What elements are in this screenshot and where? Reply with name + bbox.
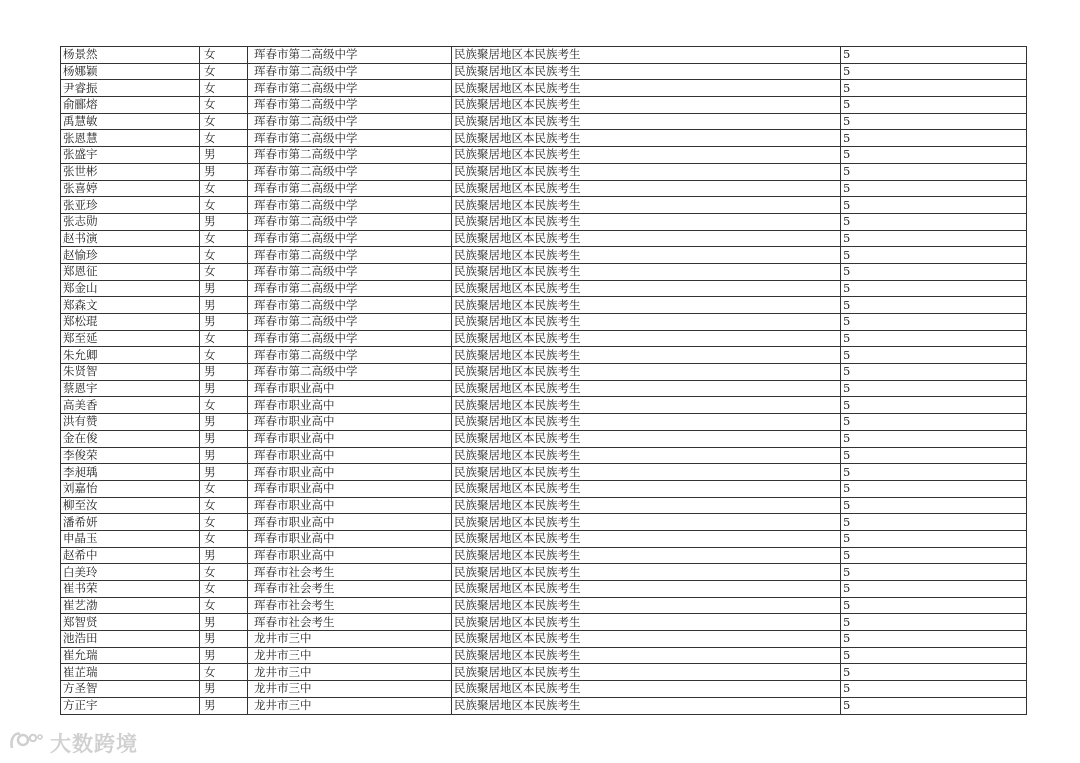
cell-score: 5 (841, 364, 1027, 381)
cell-score: 5 (841, 97, 1027, 114)
cell-score: 5 (841, 497, 1027, 514)
cell-school: 珲春市社会考生 (248, 564, 452, 581)
table-row (61, 530, 1027, 547)
cell-name: 白美玲 (61, 564, 200, 581)
cell-gender: 女 (200, 63, 248, 80)
cell-gender: 女 (200, 597, 248, 614)
cell-gender: 男 (200, 681, 248, 698)
cell-category: 民族聚居地区本民族考生 (452, 464, 841, 481)
cell-name: 赵书演 (61, 230, 200, 247)
table-row (61, 547, 1027, 564)
table-row (61, 697, 1027, 714)
table-row (61, 397, 1027, 414)
cell-gender: 女 (200, 47, 248, 64)
cell-category: 民族聚居地区本民族考生 (452, 247, 841, 264)
cell-name: 方圣智 (61, 681, 200, 698)
table-row (61, 514, 1027, 531)
cell-category: 民族聚居地区本民族考生 (452, 414, 841, 431)
cell-score: 5 (841, 697, 1027, 714)
cell-name: 申晶玉 (61, 530, 200, 547)
cell-school: 珲春市第二高级中学 (248, 364, 452, 381)
table-row (61, 347, 1027, 364)
cell-name: 朱贤智 (61, 364, 200, 381)
cell-score: 5 (841, 113, 1027, 130)
cell-score: 5 (841, 414, 1027, 431)
cell-score: 5 (841, 47, 1027, 64)
cell-category: 民族聚居地区本民族考生 (452, 364, 841, 381)
cell-category: 民族聚居地区本民族考生 (452, 581, 841, 598)
table-row (61, 464, 1027, 481)
table-row (61, 47, 1027, 64)
cell-score: 5 (841, 664, 1027, 681)
cell-name: 郑恩征 (61, 263, 200, 280)
cell-category: 民族聚居地区本民族考生 (452, 530, 841, 547)
cell-gender: 女 (200, 514, 248, 531)
cell-name: 张恩慧 (61, 130, 200, 147)
cell-category: 民族聚居地区本民族考生 (452, 297, 841, 314)
cell-category: 民族聚居地区本民族考生 (452, 197, 841, 214)
table-row (61, 380, 1027, 397)
cell-gender: 男 (200, 414, 248, 431)
cell-score: 5 (841, 614, 1027, 631)
table-body (61, 47, 1027, 715)
cell-name: 崔艺渤 (61, 597, 200, 614)
cell-category: 民族聚居地区本民族考生 (452, 480, 841, 497)
cell-gender: 男 (200, 163, 248, 180)
cell-name: 崔芷瑞 (61, 664, 200, 681)
table-row (61, 63, 1027, 80)
cell-gender: 女 (200, 180, 248, 197)
cell-gender: 男 (200, 314, 248, 331)
cell-score: 5 (841, 330, 1027, 347)
cell-gender: 男 (200, 447, 248, 464)
cell-school: 珲春市第二高级中学 (248, 330, 452, 347)
cell-name: 崔书荣 (61, 581, 200, 598)
cell-score: 5 (841, 631, 1027, 648)
cell-gender: 男 (200, 430, 248, 447)
cell-name: 李俊荣 (61, 447, 200, 464)
cell-gender: 女 (200, 97, 248, 114)
cell-score: 5 (841, 197, 1027, 214)
cell-score: 5 (841, 564, 1027, 581)
cell-category: 民族聚居地区本民族考生 (452, 380, 841, 397)
cell-gender: 男 (200, 614, 248, 631)
cell-gender: 男 (200, 280, 248, 297)
cell-category: 民族聚居地区本民族考生 (452, 447, 841, 464)
cell-name: 张志勋 (61, 213, 200, 230)
cell-score: 5 (841, 380, 1027, 397)
cell-school: 珲春市职业高中 (248, 380, 452, 397)
cell-score: 5 (841, 147, 1027, 164)
cell-score: 5 (841, 230, 1027, 247)
cell-category: 民族聚居地区本民族考生 (452, 47, 841, 64)
table-row (61, 647, 1027, 664)
cell-school: 珲春市第二高级中学 (248, 263, 452, 280)
cell-category: 民族聚居地区本民族考生 (452, 664, 841, 681)
cell-score: 5 (841, 297, 1027, 314)
cell-school: 珲春市职业高中 (248, 530, 452, 547)
cell-score: 5 (841, 547, 1027, 564)
cell-school: 珲春市职业高中 (248, 464, 452, 481)
table-row (61, 597, 1027, 614)
cell-score: 5 (841, 464, 1027, 481)
table-row (61, 664, 1027, 681)
cell-gender: 男 (200, 647, 248, 664)
cell-gender: 女 (200, 263, 248, 280)
watermark-text: 大数跨境 (50, 732, 138, 756)
cell-category: 民族聚居地区本民族考生 (452, 330, 841, 347)
cell-score: 5 (841, 263, 1027, 280)
table-row (61, 581, 1027, 598)
cell-score: 5 (841, 80, 1027, 97)
table-row (61, 113, 1027, 130)
cell-school: 珲春市第二高级中学 (248, 113, 452, 130)
table-row (61, 564, 1027, 581)
table-row (61, 147, 1027, 164)
cell-score: 5 (841, 247, 1027, 264)
cell-name: 高美香 (61, 397, 200, 414)
cell-name: 郑森文 (61, 297, 200, 314)
cell-school: 珲春市职业高中 (248, 430, 452, 447)
cell-name: 郑至延 (61, 330, 200, 347)
table-row (61, 297, 1027, 314)
table-row (61, 247, 1027, 264)
cell-name: 金在俊 (61, 430, 200, 447)
cell-name: 郑松琨 (61, 314, 200, 331)
cell-school: 珲春市第二高级中学 (248, 130, 452, 147)
cell-category: 民族聚居地区本民族考生 (452, 397, 841, 414)
cell-name: 张盛宇 (61, 147, 200, 164)
table-row (61, 97, 1027, 114)
table-row (61, 180, 1027, 197)
cell-school: 珲春市职业高中 (248, 447, 452, 464)
cell-gender: 女 (200, 80, 248, 97)
cell-name: 方正宇 (61, 697, 200, 714)
cell-name: 柳至汝 (61, 497, 200, 514)
cell-category: 民族聚居地区本民族考生 (452, 347, 841, 364)
cell-category: 民族聚居地区本民族考生 (452, 63, 841, 80)
cell-category: 民族聚居地区本民族考生 (452, 280, 841, 297)
cell-category: 民族聚居地区本民族考生 (452, 697, 841, 714)
cell-gender: 女 (200, 581, 248, 598)
cell-name: 郑智贤 (61, 614, 200, 631)
cell-score: 5 (841, 647, 1027, 664)
cell-gender: 男 (200, 380, 248, 397)
cell-score: 5 (841, 430, 1027, 447)
cell-name: 蔡恩宇 (61, 380, 200, 397)
cell-name: 郑金山 (61, 280, 200, 297)
table-row (61, 230, 1027, 247)
cell-name: 尹睿振 (61, 80, 200, 97)
cell-score: 5 (841, 314, 1027, 331)
cell-category: 民族聚居地区本民族考生 (452, 497, 841, 514)
cell-school: 珲春市第二高级中学 (248, 63, 452, 80)
cell-gender: 女 (200, 347, 248, 364)
cell-category: 民族聚居地区本民族考生 (452, 230, 841, 247)
cell-score: 5 (841, 163, 1027, 180)
cell-score: 5 (841, 180, 1027, 197)
cell-school: 珲春市第二高级中学 (248, 230, 452, 247)
cell-gender: 男 (200, 547, 248, 564)
cell-name: 李昶瑀 (61, 464, 200, 481)
cell-score: 5 (841, 213, 1027, 230)
table-row (61, 614, 1027, 631)
cell-gender: 女 (200, 197, 248, 214)
cell-school: 龙井市三中 (248, 647, 452, 664)
cell-category: 民族聚居地区本民族考生 (452, 631, 841, 648)
cell-category: 民族聚居地区本民族考生 (452, 314, 841, 331)
cell-name: 禹慧敏 (61, 113, 200, 130)
cell-school: 珲春市职业高中 (248, 480, 452, 497)
cell-category: 民族聚居地区本民族考生 (452, 97, 841, 114)
cell-school: 龙井市三中 (248, 664, 452, 681)
cell-name: 杨景然 (61, 47, 200, 64)
table-row (61, 631, 1027, 648)
cell-name: 俞郦熔 (61, 97, 200, 114)
table-row (61, 213, 1027, 230)
cell-school: 珲春市第二高级中学 (248, 97, 452, 114)
cell-category: 民族聚居地区本民族考生 (452, 180, 841, 197)
cell-school: 珲春市第二高级中学 (248, 247, 452, 264)
cell-score: 5 (841, 447, 1027, 464)
cell-score: 5 (841, 514, 1027, 531)
cell-school: 珲春市职业高中 (248, 497, 452, 514)
cell-category: 民族聚居地区本民族考生 (452, 647, 841, 664)
cell-gender: 女 (200, 480, 248, 497)
cell-school: 珲春市职业高中 (248, 414, 452, 431)
cell-school: 珲春市第二高级中学 (248, 197, 452, 214)
cell-gender: 男 (200, 697, 248, 714)
cell-category: 民族聚居地区本民族考生 (452, 130, 841, 147)
cell-gender: 女 (200, 230, 248, 247)
cell-school: 珲春市社会考生 (248, 614, 452, 631)
cell-gender: 女 (200, 497, 248, 514)
cell-category: 民族聚居地区本民族考生 (452, 681, 841, 698)
cell-name: 朱允卿 (61, 347, 200, 364)
cell-gender: 男 (200, 213, 248, 230)
cell-school: 珲春市第二高级中学 (248, 47, 452, 64)
cell-score: 5 (841, 347, 1027, 364)
watermark (8, 728, 138, 758)
table-row (61, 314, 1027, 331)
cell-school: 珲春市社会考生 (248, 597, 452, 614)
cell-name: 赵愉珍 (61, 247, 200, 264)
cell-gender: 男 (200, 364, 248, 381)
cell-school: 珲春市第二高级中学 (248, 297, 452, 314)
table-row (61, 80, 1027, 97)
table-row (61, 330, 1027, 347)
cell-score: 5 (841, 530, 1027, 547)
table-row (61, 681, 1027, 698)
cell-category: 民族聚居地区本民族考生 (452, 614, 841, 631)
cell-name: 张世彬 (61, 163, 200, 180)
cell-gender: 女 (200, 247, 248, 264)
cell-gender: 女 (200, 397, 248, 414)
cell-score: 5 (841, 397, 1027, 414)
table-row (61, 447, 1027, 464)
cell-category: 民族聚居地区本民族考生 (452, 514, 841, 531)
cell-category: 民族聚居地区本民族考生 (452, 547, 841, 564)
cell-school: 珲春市第二高级中学 (248, 347, 452, 364)
cell-category: 民族聚居地区本民族考生 (452, 597, 841, 614)
cell-school: 珲春市职业高中 (248, 397, 452, 414)
table-row (61, 430, 1027, 447)
cell-name: 池浩田 (61, 631, 200, 648)
table-row (61, 130, 1027, 147)
cell-school: 珲春市职业高中 (248, 547, 452, 564)
cell-school: 珲春市第二高级中学 (248, 80, 452, 97)
cell-school: 龙井市三中 (248, 697, 452, 714)
student-table (60, 46, 1027, 715)
cell-score: 5 (841, 681, 1027, 698)
cell-name: 崔允瑞 (61, 647, 200, 664)
cell-score: 5 (841, 63, 1027, 80)
cell-school: 龙井市三中 (248, 681, 452, 698)
table-row (61, 480, 1027, 497)
cell-category: 民族聚居地区本民族考生 (452, 80, 841, 97)
cell-gender: 女 (200, 113, 248, 130)
cell-school: 珲春市第二高级中学 (248, 314, 452, 331)
cell-gender: 女 (200, 330, 248, 347)
table-row (61, 497, 1027, 514)
cell-name: 张喜婷 (61, 180, 200, 197)
cell-school: 珲春市职业高中 (248, 514, 452, 531)
cell-school: 珲春市第二高级中学 (248, 147, 452, 164)
cell-name: 杨娜颖 (61, 63, 200, 80)
brand-logo-icon (8, 728, 46, 758)
cell-category: 民族聚居地区本民族考生 (452, 113, 841, 130)
table-row (61, 280, 1027, 297)
cell-school: 珲春市第二高级中学 (248, 180, 452, 197)
cell-gender: 女 (200, 564, 248, 581)
cell-name: 洪有赞 (61, 414, 200, 431)
cell-school: 珲春市第二高级中学 (248, 213, 452, 230)
table-row (61, 197, 1027, 214)
cell-school: 珲春市第二高级中学 (248, 163, 452, 180)
cell-category: 民族聚居地区本民族考生 (452, 213, 841, 230)
cell-gender: 男 (200, 464, 248, 481)
cell-gender: 男 (200, 147, 248, 164)
cell-gender: 女 (200, 664, 248, 681)
cell-category: 民族聚居地区本民族考生 (452, 430, 841, 447)
cell-name: 潘希妍 (61, 514, 200, 531)
table-row (61, 364, 1027, 381)
cell-category: 民族聚居地区本民族考生 (452, 263, 841, 280)
cell-school: 龙井市三中 (248, 631, 452, 648)
cell-gender: 女 (200, 130, 248, 147)
cell-category: 民族聚居地区本民族考生 (452, 163, 841, 180)
cell-gender: 女 (200, 530, 248, 547)
cell-score: 5 (841, 130, 1027, 147)
cell-category: 民族聚居地区本民族考生 (452, 147, 841, 164)
cell-school: 珲春市社会考生 (248, 581, 452, 598)
table-row (61, 163, 1027, 180)
table-row (61, 414, 1027, 431)
cell-school: 珲春市第二高级中学 (248, 280, 452, 297)
cell-score: 5 (841, 581, 1027, 598)
cell-category: 民族聚居地区本民族考生 (452, 564, 841, 581)
table-row (61, 263, 1027, 280)
cell-score: 5 (841, 280, 1027, 297)
cell-score: 5 (841, 480, 1027, 497)
cell-name: 刘嘉怡 (61, 480, 200, 497)
cell-name: 赵希中 (61, 547, 200, 564)
cell-score: 5 (841, 597, 1027, 614)
cell-name: 张亚珍 (61, 197, 200, 214)
cell-gender: 男 (200, 631, 248, 648)
cell-gender: 男 (200, 297, 248, 314)
